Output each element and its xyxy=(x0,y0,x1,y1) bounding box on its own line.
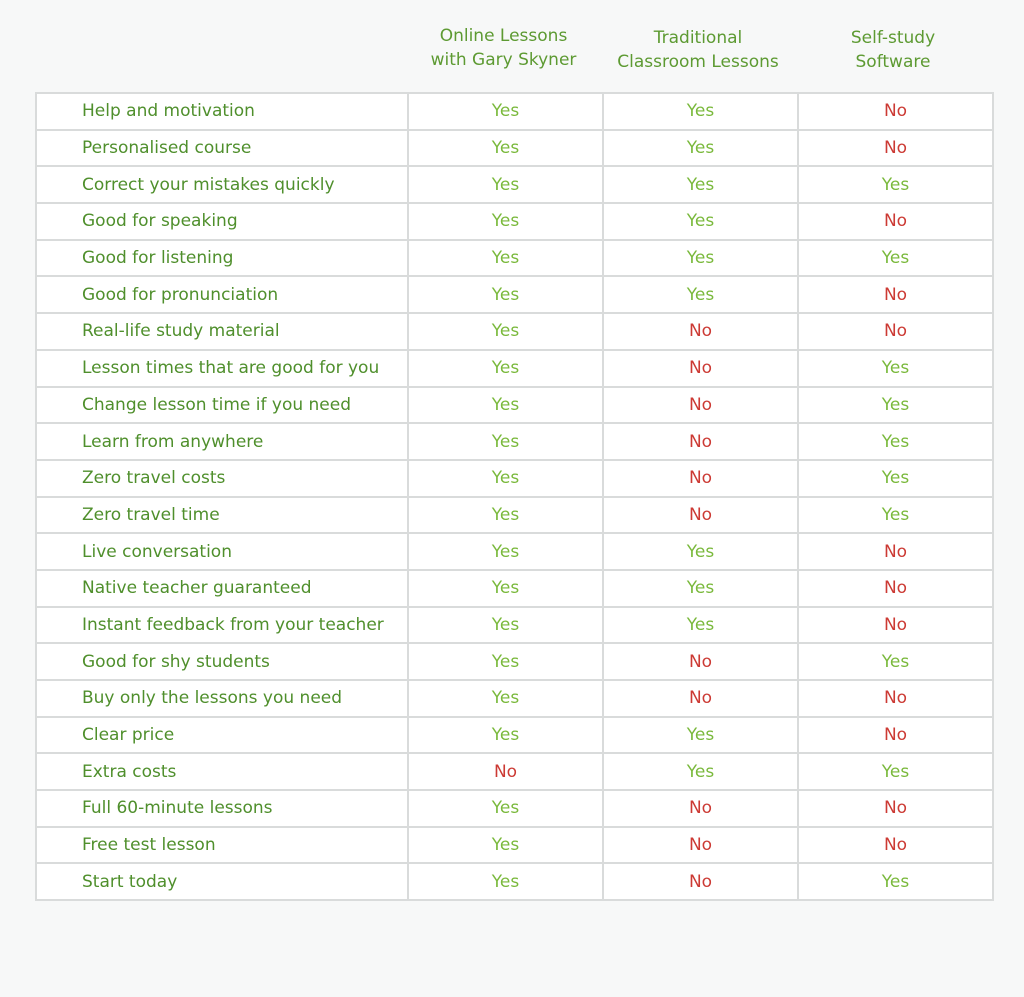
table-row xyxy=(36,680,993,717)
table-row xyxy=(36,313,993,350)
feature-label: Good for shy students xyxy=(36,643,408,680)
table-row xyxy=(36,93,993,130)
value-cell: Yes xyxy=(603,166,798,203)
feature-label: Buy only the lessons you need xyxy=(36,680,408,717)
value-cell: Yes xyxy=(603,533,798,570)
table-row xyxy=(36,533,993,570)
value-cell: Yes xyxy=(798,387,993,424)
feature-label: Learn from anywhere xyxy=(36,423,408,460)
value-cell: Yes xyxy=(408,387,603,424)
value-cell: Yes xyxy=(603,753,798,790)
table-row xyxy=(36,166,993,203)
value-cell: Yes xyxy=(798,240,993,277)
header-classroom-lessons: Traditional Classroom Lessons xyxy=(617,28,779,72)
value-cell: No xyxy=(603,460,798,497)
value-cell: Yes xyxy=(603,130,798,167)
value-cell: No xyxy=(603,680,798,717)
feature-label: Zero travel time xyxy=(36,497,408,534)
feature-label: Real-life study material xyxy=(36,313,408,350)
value-cell: Yes xyxy=(408,827,603,864)
value-cell: Yes xyxy=(408,203,603,240)
table-row xyxy=(36,497,993,534)
comparison-table-body xyxy=(36,93,993,900)
feature-label: Start today xyxy=(36,863,408,900)
value-cell: No xyxy=(798,570,993,607)
table-row xyxy=(36,203,993,240)
feature-label: Free test lesson xyxy=(36,827,408,864)
value-cell: No xyxy=(603,387,798,424)
comparison-table xyxy=(35,92,994,901)
value-cell: No xyxy=(798,130,993,167)
value-cell: No xyxy=(603,643,798,680)
value-cell: Yes xyxy=(408,240,603,277)
feature-label: Good for listening xyxy=(36,240,408,277)
table-row xyxy=(36,790,993,827)
value-cell: Yes xyxy=(408,643,603,680)
value-cell: No xyxy=(798,203,993,240)
value-cell: No xyxy=(603,790,798,827)
value-cell: No xyxy=(798,533,993,570)
value-cell: Yes xyxy=(408,423,603,460)
value-cell: No xyxy=(798,276,993,313)
value-cell: Yes xyxy=(408,166,603,203)
value-cell: Yes xyxy=(408,863,603,900)
value-cell: Yes xyxy=(408,93,603,130)
value-cell: No xyxy=(603,350,798,387)
value-cell: Yes xyxy=(798,497,993,534)
value-cell: No xyxy=(798,790,993,827)
value-cell: Yes xyxy=(798,863,993,900)
value-cell: Yes xyxy=(603,276,798,313)
value-cell: Yes xyxy=(603,570,798,607)
value-cell: Yes xyxy=(408,680,603,717)
table-row xyxy=(36,276,993,313)
value-cell: Yes xyxy=(408,350,603,387)
table-row xyxy=(36,607,993,644)
value-cell: Yes xyxy=(408,130,603,167)
value-cell: No xyxy=(798,93,993,130)
feature-label: Instant feedback from your teacher xyxy=(36,607,408,644)
value-cell: Yes xyxy=(408,570,603,607)
value-cell: No xyxy=(603,827,798,864)
value-cell: Yes xyxy=(798,460,993,497)
feature-label: Extra costs xyxy=(36,753,408,790)
value-cell: No xyxy=(798,827,993,864)
header-self-study-software: Self-study Software xyxy=(850,28,936,72)
value-cell: Yes xyxy=(798,643,993,680)
feature-label: Good for speaking xyxy=(36,203,408,240)
feature-label: Correct your mistakes quickly xyxy=(36,166,408,203)
value-cell: No xyxy=(603,313,798,350)
header-online-lessons: Online Lessons with Gary Skyner xyxy=(430,26,577,70)
value-cell: Yes xyxy=(408,790,603,827)
value-cell: No xyxy=(798,313,993,350)
value-cell: Yes xyxy=(603,607,798,644)
table-row xyxy=(36,387,993,424)
table-row xyxy=(36,240,993,277)
feature-label: Zero travel costs xyxy=(36,460,408,497)
table-row xyxy=(36,863,993,900)
value-cell: Yes xyxy=(408,497,603,534)
value-cell: Yes xyxy=(408,276,603,313)
feature-label: Lesson times that are good for you xyxy=(36,350,408,387)
value-cell: Yes xyxy=(798,753,993,790)
value-cell: Yes xyxy=(798,423,993,460)
value-cell: No xyxy=(603,423,798,460)
feature-label: Live conversation xyxy=(36,533,408,570)
table-row xyxy=(36,460,993,497)
value-cell: Yes xyxy=(603,717,798,754)
value-cell: No xyxy=(798,680,993,717)
table-row xyxy=(36,350,993,387)
feature-label: Personalised course xyxy=(36,130,408,167)
value-cell: Yes xyxy=(408,533,603,570)
column-headers xyxy=(406,24,991,84)
table-row xyxy=(36,570,993,607)
feature-label: Help and motivation xyxy=(36,93,408,130)
feature-label: Change lesson time if you need xyxy=(36,387,408,424)
feature-label: Native teacher guaranteed xyxy=(36,570,408,607)
value-cell: Yes xyxy=(408,313,603,350)
value-cell: No xyxy=(603,863,798,900)
value-cell: Yes xyxy=(408,460,603,497)
table-row xyxy=(36,130,993,167)
feature-label: Good for pronunciation xyxy=(36,276,408,313)
value-cell: No xyxy=(798,607,993,644)
table-row xyxy=(36,753,993,790)
table-row xyxy=(36,717,993,754)
table-row xyxy=(36,827,993,864)
value-cell: Yes xyxy=(603,240,798,277)
value-cell: Yes xyxy=(603,203,798,240)
value-cell: Yes xyxy=(798,350,993,387)
value-cell: Yes xyxy=(798,166,993,203)
value-cell: Yes xyxy=(603,93,798,130)
table-row xyxy=(36,643,993,680)
feature-label: Full 60-minute lessons xyxy=(36,790,408,827)
value-cell: Yes xyxy=(408,607,603,644)
value-cell: No xyxy=(798,717,993,754)
value-cell: No xyxy=(408,753,603,790)
feature-label: Clear price xyxy=(36,717,408,754)
table-row xyxy=(36,423,993,460)
value-cell: No xyxy=(603,497,798,534)
value-cell: Yes xyxy=(408,717,603,754)
